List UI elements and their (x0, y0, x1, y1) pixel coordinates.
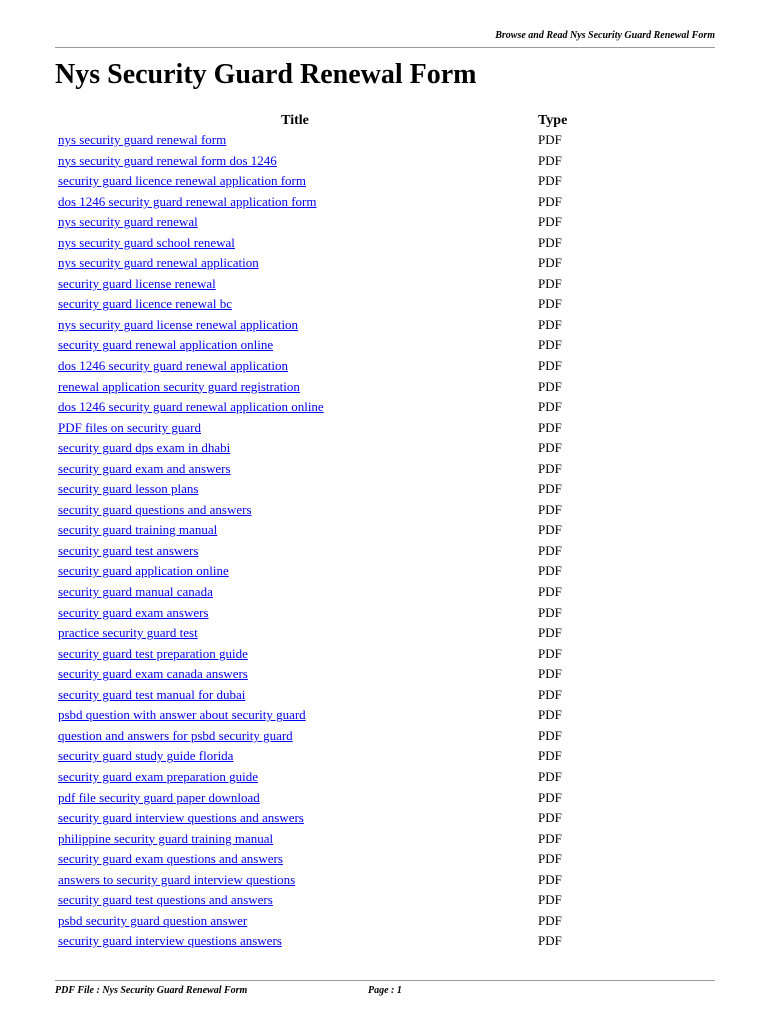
list-item (58, 767, 658, 788)
result-link[interactable]: philippine security guard training manual (58, 830, 274, 846)
result-link[interactable]: security guard training manual (58, 522, 218, 538)
file-type-label: PDF (538, 440, 562, 456)
column-header-type: Type (538, 113, 568, 128)
result-link[interactable]: security guard application online (58, 563, 229, 579)
list-item (58, 335, 658, 356)
result-link[interactable]: security guard exam questions and answers (58, 851, 283, 867)
result-link[interactable]: psbd security guard question answer (58, 912, 248, 928)
file-type-label: PDF (538, 748, 562, 764)
file-type-label: PDF (538, 481, 562, 497)
list-item (58, 479, 658, 500)
list-item (58, 685, 658, 706)
file-type-label: PDF (538, 214, 562, 230)
file-type-label: PDF (538, 337, 562, 353)
file-type-label: PDF (538, 419, 562, 435)
result-link[interactable]: nys security guard renewal form dos 1246 (58, 152, 277, 168)
result-link[interactable]: nys security guard license renewal application (58, 316, 299, 332)
page-title: Nys Security Guard Renewal Form (55, 59, 477, 90)
file-type-label: PDF (538, 871, 562, 887)
column-header-title: Title (281, 113, 309, 128)
file-type-label: PDF (538, 645, 562, 661)
result-link[interactable]: security guard interview questions and answers (58, 810, 304, 826)
result-link[interactable]: answers to security guard interview questions (58, 871, 296, 887)
list-item (58, 233, 658, 254)
result-link[interactable]: security guard dps exam in dhabi (58, 440, 231, 456)
result-link[interactable]: PDF files on security guard (58, 419, 201, 435)
list-item (58, 520, 658, 541)
list-item (58, 726, 658, 747)
result-link[interactable]: security guard test manual for dubai (58, 686, 246, 702)
file-type-label: PDF (538, 522, 562, 538)
file-type-label: PDF (538, 296, 562, 312)
results-list (58, 130, 658, 952)
list-item (58, 397, 658, 418)
result-link[interactable]: security guard test questions and answers (58, 892, 273, 908)
list-item (58, 644, 658, 665)
file-type-label: PDF (538, 686, 562, 702)
list-item (58, 541, 658, 562)
file-type-label: PDF (538, 460, 562, 476)
result-link[interactable]: security guard interview questions answers (58, 933, 282, 949)
file-type-label: PDF (538, 358, 562, 374)
file-type-label: PDF (538, 255, 562, 271)
list-item (58, 623, 658, 644)
result-link[interactable]: security guard exam and answers (58, 460, 231, 476)
list-item (58, 171, 658, 192)
result-link[interactable]: security guard lesson plans (58, 481, 199, 497)
list-item (58, 911, 658, 932)
file-type-label: PDF (538, 892, 562, 908)
file-type-label: PDF (538, 542, 562, 558)
list-item (58, 459, 658, 480)
list-item (58, 870, 658, 891)
file-type-label: PDF (538, 789, 562, 805)
file-type-label: PDF (538, 810, 562, 826)
result-link[interactable]: dos 1246 security guard renewal application online (58, 399, 324, 415)
file-type-label: PDF (538, 275, 562, 291)
list-item (58, 294, 658, 315)
list-item (58, 130, 658, 151)
result-link[interactable]: security guard renewal application online (58, 337, 274, 353)
list-item (58, 890, 658, 911)
file-type-label: PDF (538, 152, 562, 168)
result-link[interactable]: security guard exam preparation guide (58, 768, 258, 784)
file-type-label: PDF (538, 501, 562, 517)
result-link[interactable]: nys security guard school renewal (58, 234, 235, 250)
list-item (58, 253, 658, 274)
list-item (58, 500, 658, 521)
file-type-label: PDF (538, 625, 562, 641)
list-item (58, 788, 658, 809)
list-item (58, 705, 658, 726)
list-item (58, 561, 658, 582)
list-item (58, 664, 658, 685)
list-item (58, 746, 658, 767)
result-link[interactable]: security guard licence renewal application form (58, 173, 306, 189)
result-link[interactable]: security guard questions and answers (58, 501, 252, 517)
result-link[interactable]: practice security guard test (58, 625, 198, 641)
page-footer (55, 980, 715, 996)
result-link[interactable]: pdf file security guard paper download (58, 789, 260, 805)
file-type-label: PDF (538, 727, 562, 743)
list-item (58, 849, 658, 870)
result-link[interactable]: nys security guard renewal (58, 214, 198, 230)
result-link[interactable]: security guard study guide florida (58, 748, 234, 764)
result-link[interactable]: nys security guard renewal application (58, 255, 259, 271)
file-type-label: PDF (538, 173, 562, 189)
list-item (58, 931, 658, 952)
list-item (58, 192, 658, 213)
result-link[interactable]: security guard manual canada (58, 584, 213, 600)
result-link[interactable]: psbd question with answer about security guard (58, 707, 306, 723)
result-link[interactable]: question and answers for psbd security guard (58, 727, 293, 743)
file-type-label: PDF (538, 830, 562, 846)
result-link[interactable]: security guard licence renewal bc (58, 296, 232, 312)
result-link[interactable]: dos 1246 security guard renewal application form (58, 193, 317, 209)
list-item (58, 829, 658, 850)
file-type-label: PDF (538, 132, 562, 147)
file-type-label: PDF (538, 399, 562, 415)
file-type-label: PDF (538, 768, 562, 784)
file-type-label: PDF (538, 666, 562, 682)
footer-file-label: PDF File : Nys Security Guard Renewal Form (55, 985, 248, 996)
result-link[interactable]: security guard exam answers (58, 604, 209, 620)
result-link[interactable]: security guard exam canada answers (58, 666, 248, 682)
list-item (58, 356, 658, 377)
file-type-label: PDF (538, 933, 562, 949)
list-item (58, 315, 658, 336)
result-link[interactable]: renewal application security guard registration (58, 378, 300, 394)
list-item (58, 418, 658, 439)
file-type-label: PDF (538, 234, 562, 250)
list-item (58, 377, 658, 398)
file-type-label: PDF (538, 316, 562, 332)
result-link[interactable]: dos 1246 security guard renewal application (58, 358, 288, 374)
footer-page-number: Page : 1 (368, 985, 402, 996)
list-item (58, 808, 658, 829)
result-link[interactable]: security guard test preparation guide (58, 645, 248, 661)
file-type-label: PDF (538, 563, 562, 579)
result-link[interactable]: security guard license renewal (58, 275, 216, 291)
file-type-label: PDF (538, 851, 562, 867)
file-type-label: PDF (538, 604, 562, 620)
list-item (58, 582, 658, 603)
list-item (58, 274, 658, 295)
list-item (58, 151, 658, 172)
list-item (58, 438, 658, 459)
result-link[interactable]: security guard test answers (58, 542, 199, 558)
list-item (58, 603, 658, 624)
file-type-label: PDF (538, 584, 562, 600)
list-item (58, 212, 658, 233)
file-type-label: PDF (538, 378, 562, 394)
result-link[interactable]: nys security guard renewal form (58, 132, 227, 147)
file-type-label: PDF (538, 707, 562, 723)
file-type-label: PDF (538, 912, 562, 928)
file-type-label: PDF (538, 193, 562, 209)
running-header: Browse and Read Nys Security Guard Renewal Form (55, 30, 715, 48)
